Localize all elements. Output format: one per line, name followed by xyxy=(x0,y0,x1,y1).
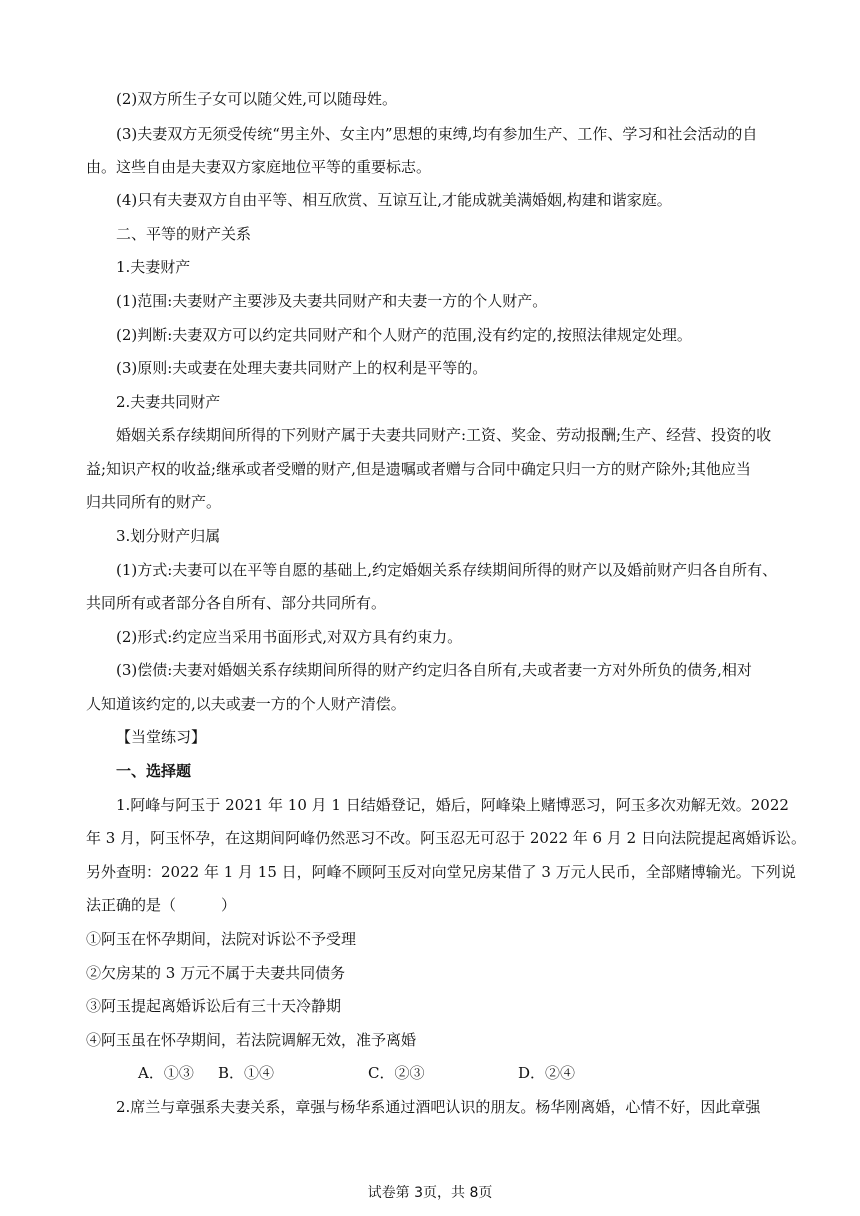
paragraph-line: 共同所有或者部分各自所有、部分共同所有。 xyxy=(86,594,387,612)
statement-line: ④阿玉虽在怀孕期间，若法院调解无效，准予离婚 xyxy=(86,1031,417,1049)
paragraph-line: (1)方式:夫妻可以在平等自愿的基础上,约定婚姻关系存续期间所得的财产以及婚前财产归各自所有、 xyxy=(116,561,778,579)
subsection-heading: 2.夫妻共同财产 xyxy=(116,393,221,411)
question-text-line: 年 3 月，阿玉怀孕，在这期间阿峰仍然恶习不改。阿玉忍无可忍于 2022 年 6 月 2 日向法院提起离婚诉讼。 xyxy=(86,829,806,847)
paragraph-line: (4)只有夫妻双方自由平等、相互欣赏、互谅互让,才能成就美满婚姻,构建和谐家庭。 xyxy=(116,191,672,209)
paragraph-line: 人知道该约定的,以夫或妻一方的个人财产清偿。 xyxy=(86,695,406,713)
subsection-heading: 1.夫妻财产 xyxy=(116,258,191,276)
page-footer: 试卷第 3页，共 8页 xyxy=(367,1185,493,1201)
statement-line: ②欠房某的 3 万元不属于夫妻共同债务 xyxy=(86,964,346,982)
section-heading: 二、平等的财产关系 xyxy=(116,225,252,243)
statement-line: ①阿玉在怀孕期间，法院对诉讼不予受理 xyxy=(86,930,357,948)
practice-heading: 【当堂练习】 xyxy=(116,728,207,746)
question-text-line: 1.阿峰与阿玉于 2021 年 10 月 1 日结婚登记，婚后，阿峰染上赌博恶习，阿玉多次劝解无效。2022 xyxy=(116,796,789,814)
question-text-line: 另外查明：2022 年 1 月 15 日，阿峰不顾阿玉反对向堂兄房某借了 3 万元人民币，全部赌博输光。下列说 xyxy=(86,863,796,881)
option-d: D．②④ xyxy=(518,1064,576,1082)
question-text-line: 2.席兰与章强系夫妻关系，章强与杨华系通过酒吧认识的朋友。杨华刚离婚，心情不好，因此章强 xyxy=(116,1098,761,1116)
paragraph-line: 由。这些自由是夫妻双方家庭地位平等的重要标志。 xyxy=(86,158,432,176)
paragraph-line: (1)范围:夫妻财产主要涉及夫妻共同财产和夫妻一方的个人财产。 xyxy=(116,292,548,310)
paragraph-line: (2)双方所生子女可以随父姓,可以随母姓。 xyxy=(116,90,398,108)
statement-line: ③阿玉提起离婚诉讼后有三十天冷静期 xyxy=(86,997,342,1015)
subsection-heading: 3.划分财产归属 xyxy=(116,527,221,545)
paragraph-line: 益;知识产权的收益;继承或者受赠的财产,但是遗嘱或者赠与合同中确定只归一方的财产除外;其他应当 xyxy=(86,460,751,478)
option-b: B．①④ xyxy=(218,1064,275,1082)
option-a: A．①③ xyxy=(138,1064,194,1082)
question-type-heading: 一、选择题 xyxy=(116,762,192,780)
paragraph-line: 婚姻关系存续期间所得的下列财产属于夫妻共同财产:工资、奖金、劳动报酬;生产、经营、投资的收 xyxy=(116,426,772,444)
paragraph-line: (2)判断:夫妻双方可以约定共同财产和个人财产的范围,没有约定的,按照法律规定处理。 xyxy=(116,326,692,344)
question-text-line: 法正确的是（ ） xyxy=(86,896,237,914)
paragraph-line: (3)夫妻双方无须受传统“男主外、女主内”思想的束缚,均有参加生产、工作、学习和社会活动的自 xyxy=(116,125,758,143)
answer-options xyxy=(138,1062,668,1083)
paragraph-line: (2)形式:约定应当采用书面形式,对双方具有约束力。 xyxy=(116,628,463,646)
paragraph-line: 归共同所有的财产。 xyxy=(86,493,222,511)
paragraph-line: (3)偿债:夫妻对婚姻关系存续期间所得的财产约定归各自所有,夫或者妻一方对外所负的债务,相对 xyxy=(116,661,752,679)
paragraph-line: (3)原则:夫或妻在处理夫妻共同财产上的权利是平等的。 xyxy=(116,359,488,377)
option-c: C．②③ xyxy=(368,1064,425,1082)
